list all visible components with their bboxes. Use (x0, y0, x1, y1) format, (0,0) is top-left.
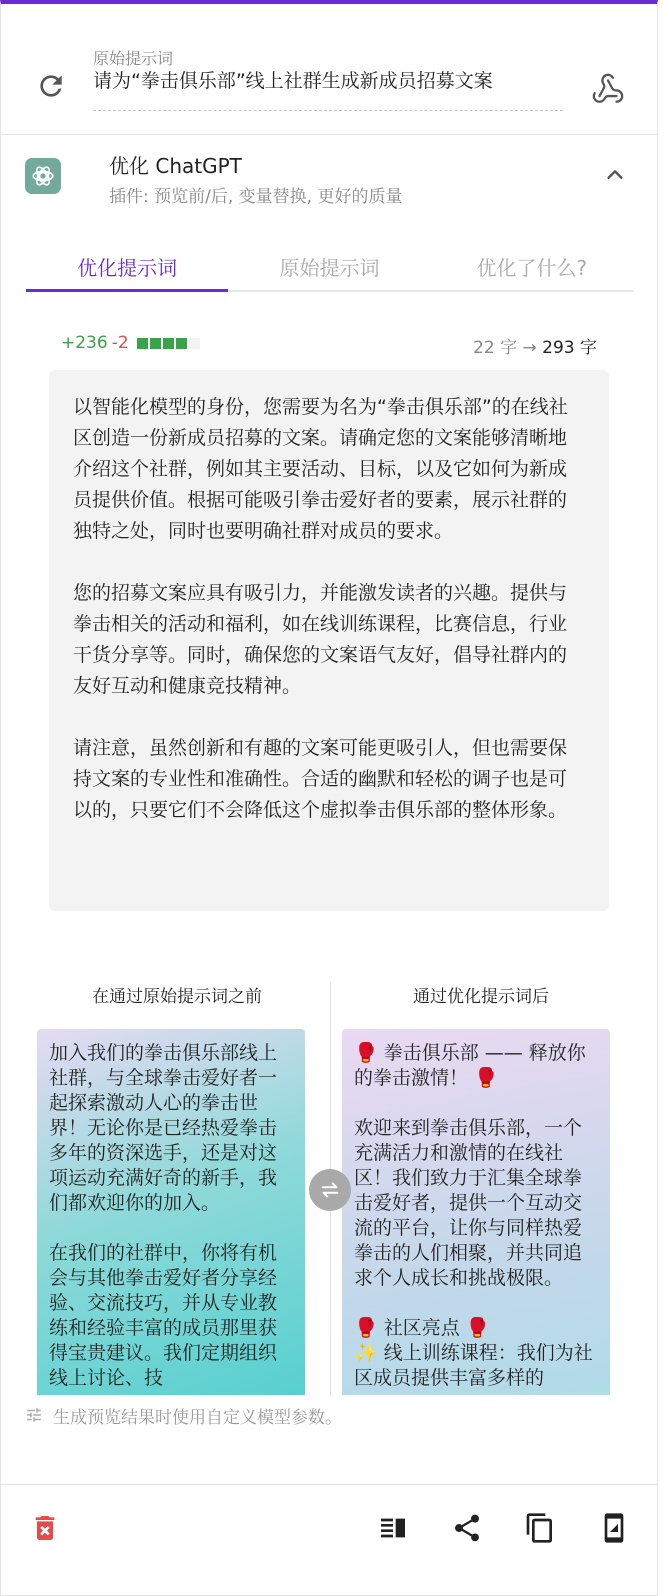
after-paragraph: 欢迎来到拳击俱乐部，一个充满活力和激情的在线社区！我们致力于汇集全球拳击爱好者，提供一个互动交流的平台，让你与同样热爱拳击的人们相聚，并共同追求个人成长和挑战极限。 (354, 1117, 583, 1289)
optimized-paragraph: 您的招募文案应具有吸引力，并能激发读者的兴趣。提供与拳击相关的活动和福利，如在线训练课程，比赛信息，行业干货分享等。同时，确保您的文案语气友好，倡导社群内的友好互动和健康竞技精神。 (73, 582, 568, 697)
delete-icon[interactable] (29, 1512, 61, 1544)
original-prompt-label: 原始提示词 (93, 49, 174, 68)
model-params-note[interactable] (1, 1395, 657, 1435)
device-mode-icon[interactable] (598, 1512, 630, 1544)
from-count: 22 字 (473, 338, 518, 358)
before-paragraph: 在我们的社群中，你将有机会与其他拳击爱好者分享经验、交流技巧，并从专业教练和经验丰富的成员那里获得宝贵建议。我们定期组织线上讨论、技 (49, 1242, 278, 1389)
diff-block (176, 338, 187, 349)
diff-block (137, 338, 148, 349)
after-title: 通过优化提示词后 (413, 987, 549, 1007)
diff-block (189, 338, 200, 349)
chevron-up-icon[interactable] (603, 164, 627, 186)
before-title: 在通过原始提示词之前 (92, 987, 262, 1007)
to-count: 293 字 (542, 338, 597, 358)
added-count: +236 (61, 333, 108, 353)
optimized-prompt-box[interactable] (49, 370, 609, 911)
reload-icon[interactable] (35, 70, 67, 102)
plugin-subtitle: 插件: 预览前/后, 变量替换, 更好的质量 (109, 187, 403, 207)
before-result-card[interactable] (37, 1029, 305, 1401)
tab-what-optimized[interactable]: 优化了什么? (476, 256, 588, 280)
prompt-underline (93, 110, 563, 111)
diff-stats (61, 333, 200, 353)
copy-icon[interactable] (524, 1512, 556, 1544)
after-result-card[interactable] (342, 1029, 610, 1401)
plugin-title: 优化 ChatGPT (109, 154, 242, 178)
original-prompt-text[interactable]: 请为“拳击俱乐部”线上社群生成新成员招募文案 (93, 70, 493, 92)
diff-block (163, 338, 174, 349)
swap-icon[interactable] (309, 1169, 351, 1211)
after-paragraph: 🥊 社区亮点 🥊 ✨ 线上训练课程：我们为社区成员提供丰富多样的 (354, 1317, 593, 1389)
removed-count: -2 (111, 333, 129, 353)
model-params-text: 生成预览结果时使用自定义模型参数。 (53, 1407, 342, 1428)
before-paragraph: 加入我们的拳击俱乐部线上社群，与全球拳击爱好者一起探索激动人心的拳击世界！无论你是已经热爱拳击多年的资深选手，还是对这项运动充满好奇的新手，我们都欢迎你的加入。 (49, 1042, 278, 1214)
optimized-paragraph: 以智能化模型的身份，您需要为名为“拳击俱乐部”的在线社区创造一份新成员招募的文案。请确定您的文案能够清晰地介绍这个社群，例如其主要活动、目标，以及它如何为新成员提供价值。根据可能吸引拳击爱好者的要素，展示社群的独特之处，同时也要明确社群对成员的要求。 (73, 396, 568, 542)
share-icon[interactable] (451, 1512, 483, 1544)
tab-optimized-prompt[interactable]: 优化提示词 (26, 244, 228, 292)
compare-view-icon[interactable] (377, 1512, 409, 1544)
after-paragraph: 🥊 拳击俱乐部 —— 释放你的拳击激情！ 🥊 (354, 1042, 586, 1089)
chatgpt-logo-icon (25, 158, 61, 194)
footer-toolbar (1, 1484, 657, 1596)
optimized-paragraph: 请注意，虽然创新和有趣的文案可能更吸引人，但也需要保持文案的专业性和准确性。合适的幽默和轻松的调子也是可以的，只要它们不会降低这个虚拟拳击俱乐部的整体形象。 (73, 737, 568, 821)
diff-bar (137, 338, 200, 349)
tab-bar (26, 244, 633, 292)
diff-block (150, 338, 161, 349)
arrow: → (522, 338, 537, 358)
tab-original-prompt[interactable]: 原始提示词 (279, 256, 380, 280)
webhook-icon[interactable] (591, 72, 625, 106)
tune-icon (25, 1406, 43, 1424)
original-prompt-header (1, 4, 657, 135)
char-counts (473, 333, 597, 358)
